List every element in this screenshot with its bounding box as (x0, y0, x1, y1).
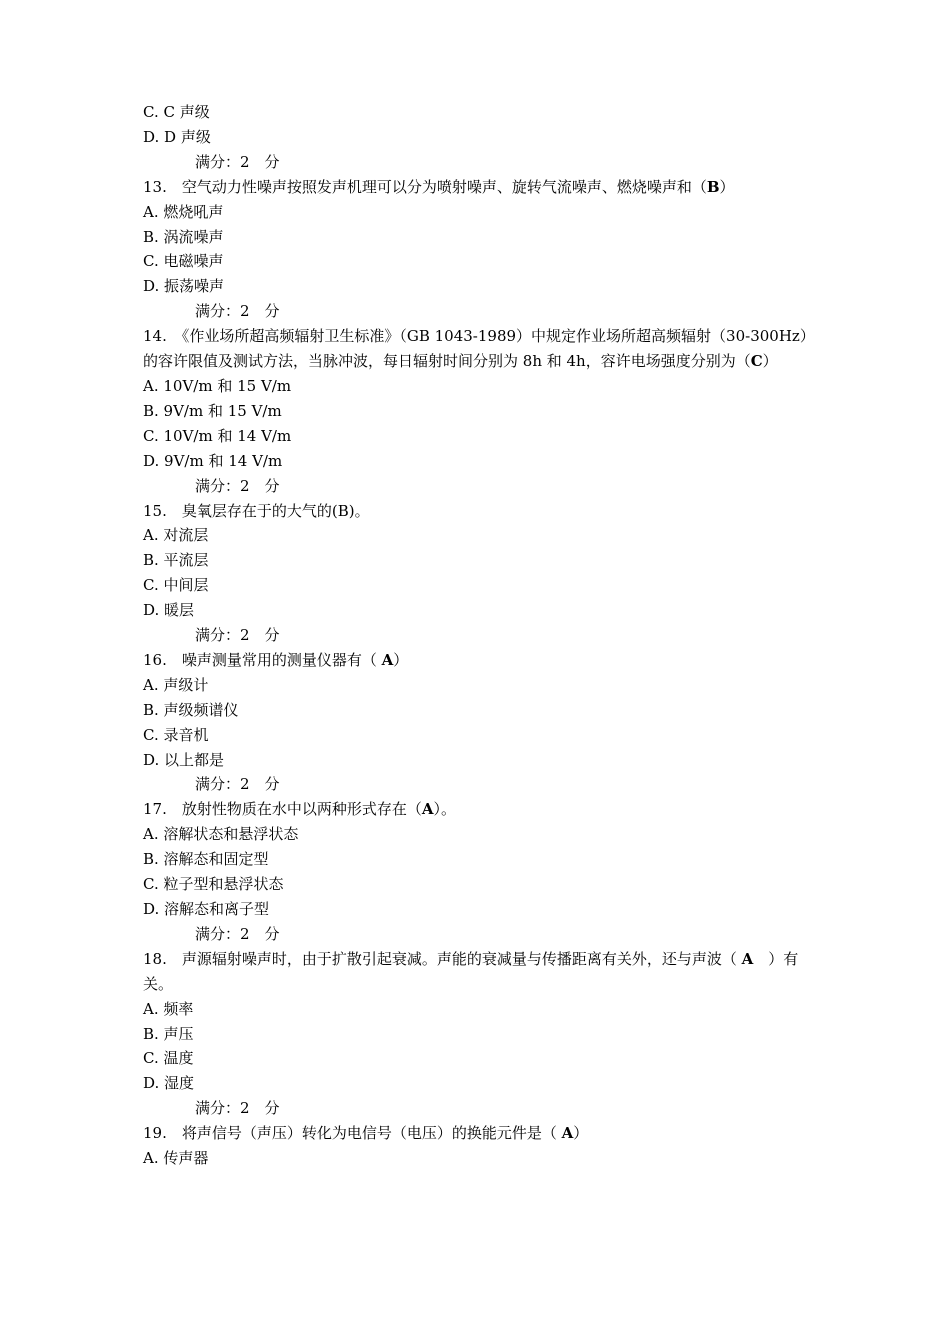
answer-option: A. 10V/m 和 15 V/m (143, 376, 292, 395)
score-line: 满分：2 分 (195, 476, 280, 495)
answer-option: D. 振荡噪声 (143, 277, 225, 296)
answer-option: C. 电磁噪声 (143, 252, 224, 271)
answer-option: B. 涡流噪声 (143, 227, 224, 246)
answer-option: C. 粒子型和悬浮状态 (143, 875, 284, 894)
correct-answer: A (421, 800, 434, 819)
score-line: 满分：2 分 (195, 626, 280, 645)
answer-option: C. 温度 (143, 1049, 194, 1068)
answer-option: B. 声压 (143, 1024, 194, 1043)
question-text: 14. 《作业场所超高频辐射卫生标准》（GB 1043-1989）中规定作业场所超高频辐射（30-300Hz）的容许限值及测试方法，当脉冲波，每日辐射时间分别为 8h 和 4h，容许电场强度分别为（ (143, 327, 815, 371)
answer-option: C. 录音机 (143, 725, 209, 744)
answer-option: C. C 声级 (143, 103, 210, 121)
question-stem (143, 175, 815, 200)
question-stem (143, 947, 815, 997)
question-text-end: ） (719, 177, 735, 196)
answer-option: D. 暖层 (143, 601, 195, 620)
question-text-end: ）。 (433, 800, 457, 819)
question-text-end: ）有关。 (143, 949, 799, 993)
answer-option: A. 传声器 (143, 1149, 209, 1168)
answer-option: B. 声级频谱仪 (143, 700, 239, 719)
correct-answer: A (741, 949, 754, 968)
question-text: 16. 噪声测量常用的测量仪器有（ (143, 650, 382, 669)
answer-option: D. D 声级 (143, 127, 211, 146)
question-text: 17. 放射性物质在水中以两种形式存在（ (143, 800, 422, 819)
answer-option: A. 对流层 (143, 526, 209, 545)
answer-option: D. 9V/m 和 14 V/m (143, 451, 283, 470)
score-line: 满分：2 分 (195, 1099, 280, 1118)
question-stem (143, 1121, 815, 1146)
question-stem (143, 797, 815, 822)
answer-option: A. 频率 (143, 999, 194, 1018)
answer-option: D. 以上都是 (143, 750, 225, 769)
answer-option: A. 燃烧吼声 (143, 202, 224, 221)
question-stem (143, 499, 815, 524)
score-line: 满分：2 分 (195, 302, 280, 321)
answer-option: B. 平流层 (143, 551, 209, 570)
question-text-end: ） (393, 650, 409, 669)
question-text-end: ） (762, 352, 778, 371)
score-line: 满分：2 分 (195, 152, 280, 171)
answer-option: D. 湿度 (143, 1074, 195, 1093)
question-list (143, 100, 815, 1171)
question-text: 19. 将声信号（声压）转化为电信号（电压）的换能元件是（ (143, 1124, 562, 1143)
answer-option: A. 声级计 (143, 675, 209, 694)
answer-option: C. 10V/m 和 14 V/m (143, 426, 292, 445)
question-text: 18. 声源辐射噪声时，由于扩散引起衰减。声能的衰减量与传播距离有关外，还与声波（ (143, 949, 742, 968)
correct-answer: A (561, 1124, 574, 1143)
question-stem (143, 324, 815, 374)
answer-option: B. 9V/m 和 15 V/m (143, 401, 282, 420)
correct-answer: A (381, 650, 394, 669)
answer-option: B. 溶解态和固定型 (143, 850, 269, 869)
score-line: 满分：2 分 (195, 924, 280, 943)
score-line: 满分：2 分 (195, 775, 280, 794)
question-text: 15. 臭氧层存在于的大气的(B)。 (143, 501, 370, 520)
answer-option: D. 溶解态和离子型 (143, 900, 270, 918)
question-text: 13. 空气动力性噪声按照发声机理可以分为喷射噪声、旋转气流噪声、燃烧噪声和（ (143, 177, 707, 196)
correct-answer: C (750, 352, 763, 371)
question-text-end: ） (573, 1124, 589, 1143)
answer-option: C. 中间层 (143, 576, 209, 595)
question-stem (143, 648, 815, 673)
answer-option: A. 溶解状态和悬浮状态 (143, 825, 299, 844)
correct-answer: B (706, 177, 720, 196)
